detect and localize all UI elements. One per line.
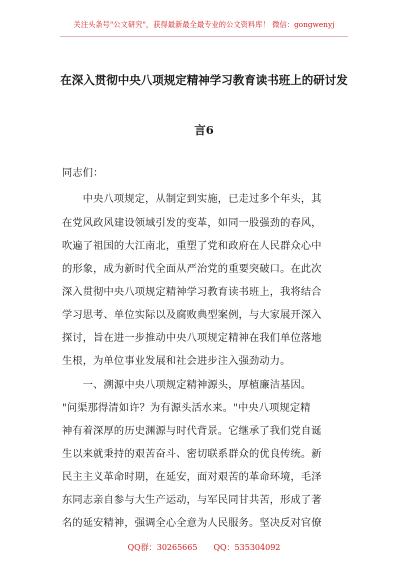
document-title-line-1: 在深入贯彻中央八项规定精神学习教育读书班上的研讨发 [60,73,348,87]
body-line: 吹遍了祖国的大江南北，重塑了党和政府在人民群众心中 [62,241,322,252]
body-line: "问渠那得清如许？为有源头活水来。"中央八项规定精 [62,403,311,414]
body-line: 的形象，成为新时代全面从严治党的重要突破口。在此次 [62,264,322,275]
footer-contact: QQ群：30265665 QQ：535304092 [127,543,281,552]
body-line: 生以来就秉持的艰苦奋斗、密切联系群众的优良传统。新 [62,449,322,460]
body-line: 中央八项规定，从制定到实施，已走过多个年头，其 [62,194,322,205]
body-line: 神有着深厚的历史渊源与时代背景。它继承了我们党自诞 [62,426,322,437]
body-line: 东同志亲自参与大生产运动，与军民同甘共苦，形成了著 [62,495,322,506]
body-line: 民主主义革命时期，在延安，面对艰苦的革命环境，毛泽 [62,472,322,483]
body-line: 探讨，旨在进一步推动中央八项规定精神在我们单位落地 [62,333,322,344]
salutation: 同志们： [62,168,104,179]
body-line: 生根，为单位事业发展和社会进步注入强劲动力。 [62,356,291,367]
body-line: 学习思考、单位实际以及腐败典型案例，与大家展开深入 [62,310,322,321]
body-line: 深入贯彻中央八项规定精神学习教育读书班上，我将结合 [62,287,322,298]
section-heading: 一、溯源中央八项规定精神源头，厚植廉洁基因。 [62,380,312,391]
document-title-line-2: 言6 [194,123,214,137]
body-line: 名的延安精神，强调全心全意为人民服务。坚决反对官僚 [62,518,322,529]
header-banner: 关注头条号"公文研究"，获得最新最全最专业的公文资料库！ 微信：gongwenyj [73,20,335,29]
header-divider [60,36,348,37]
body-line: 在党风政风建设领域引发的变革，如同一股强劲的春风， [62,218,322,229]
